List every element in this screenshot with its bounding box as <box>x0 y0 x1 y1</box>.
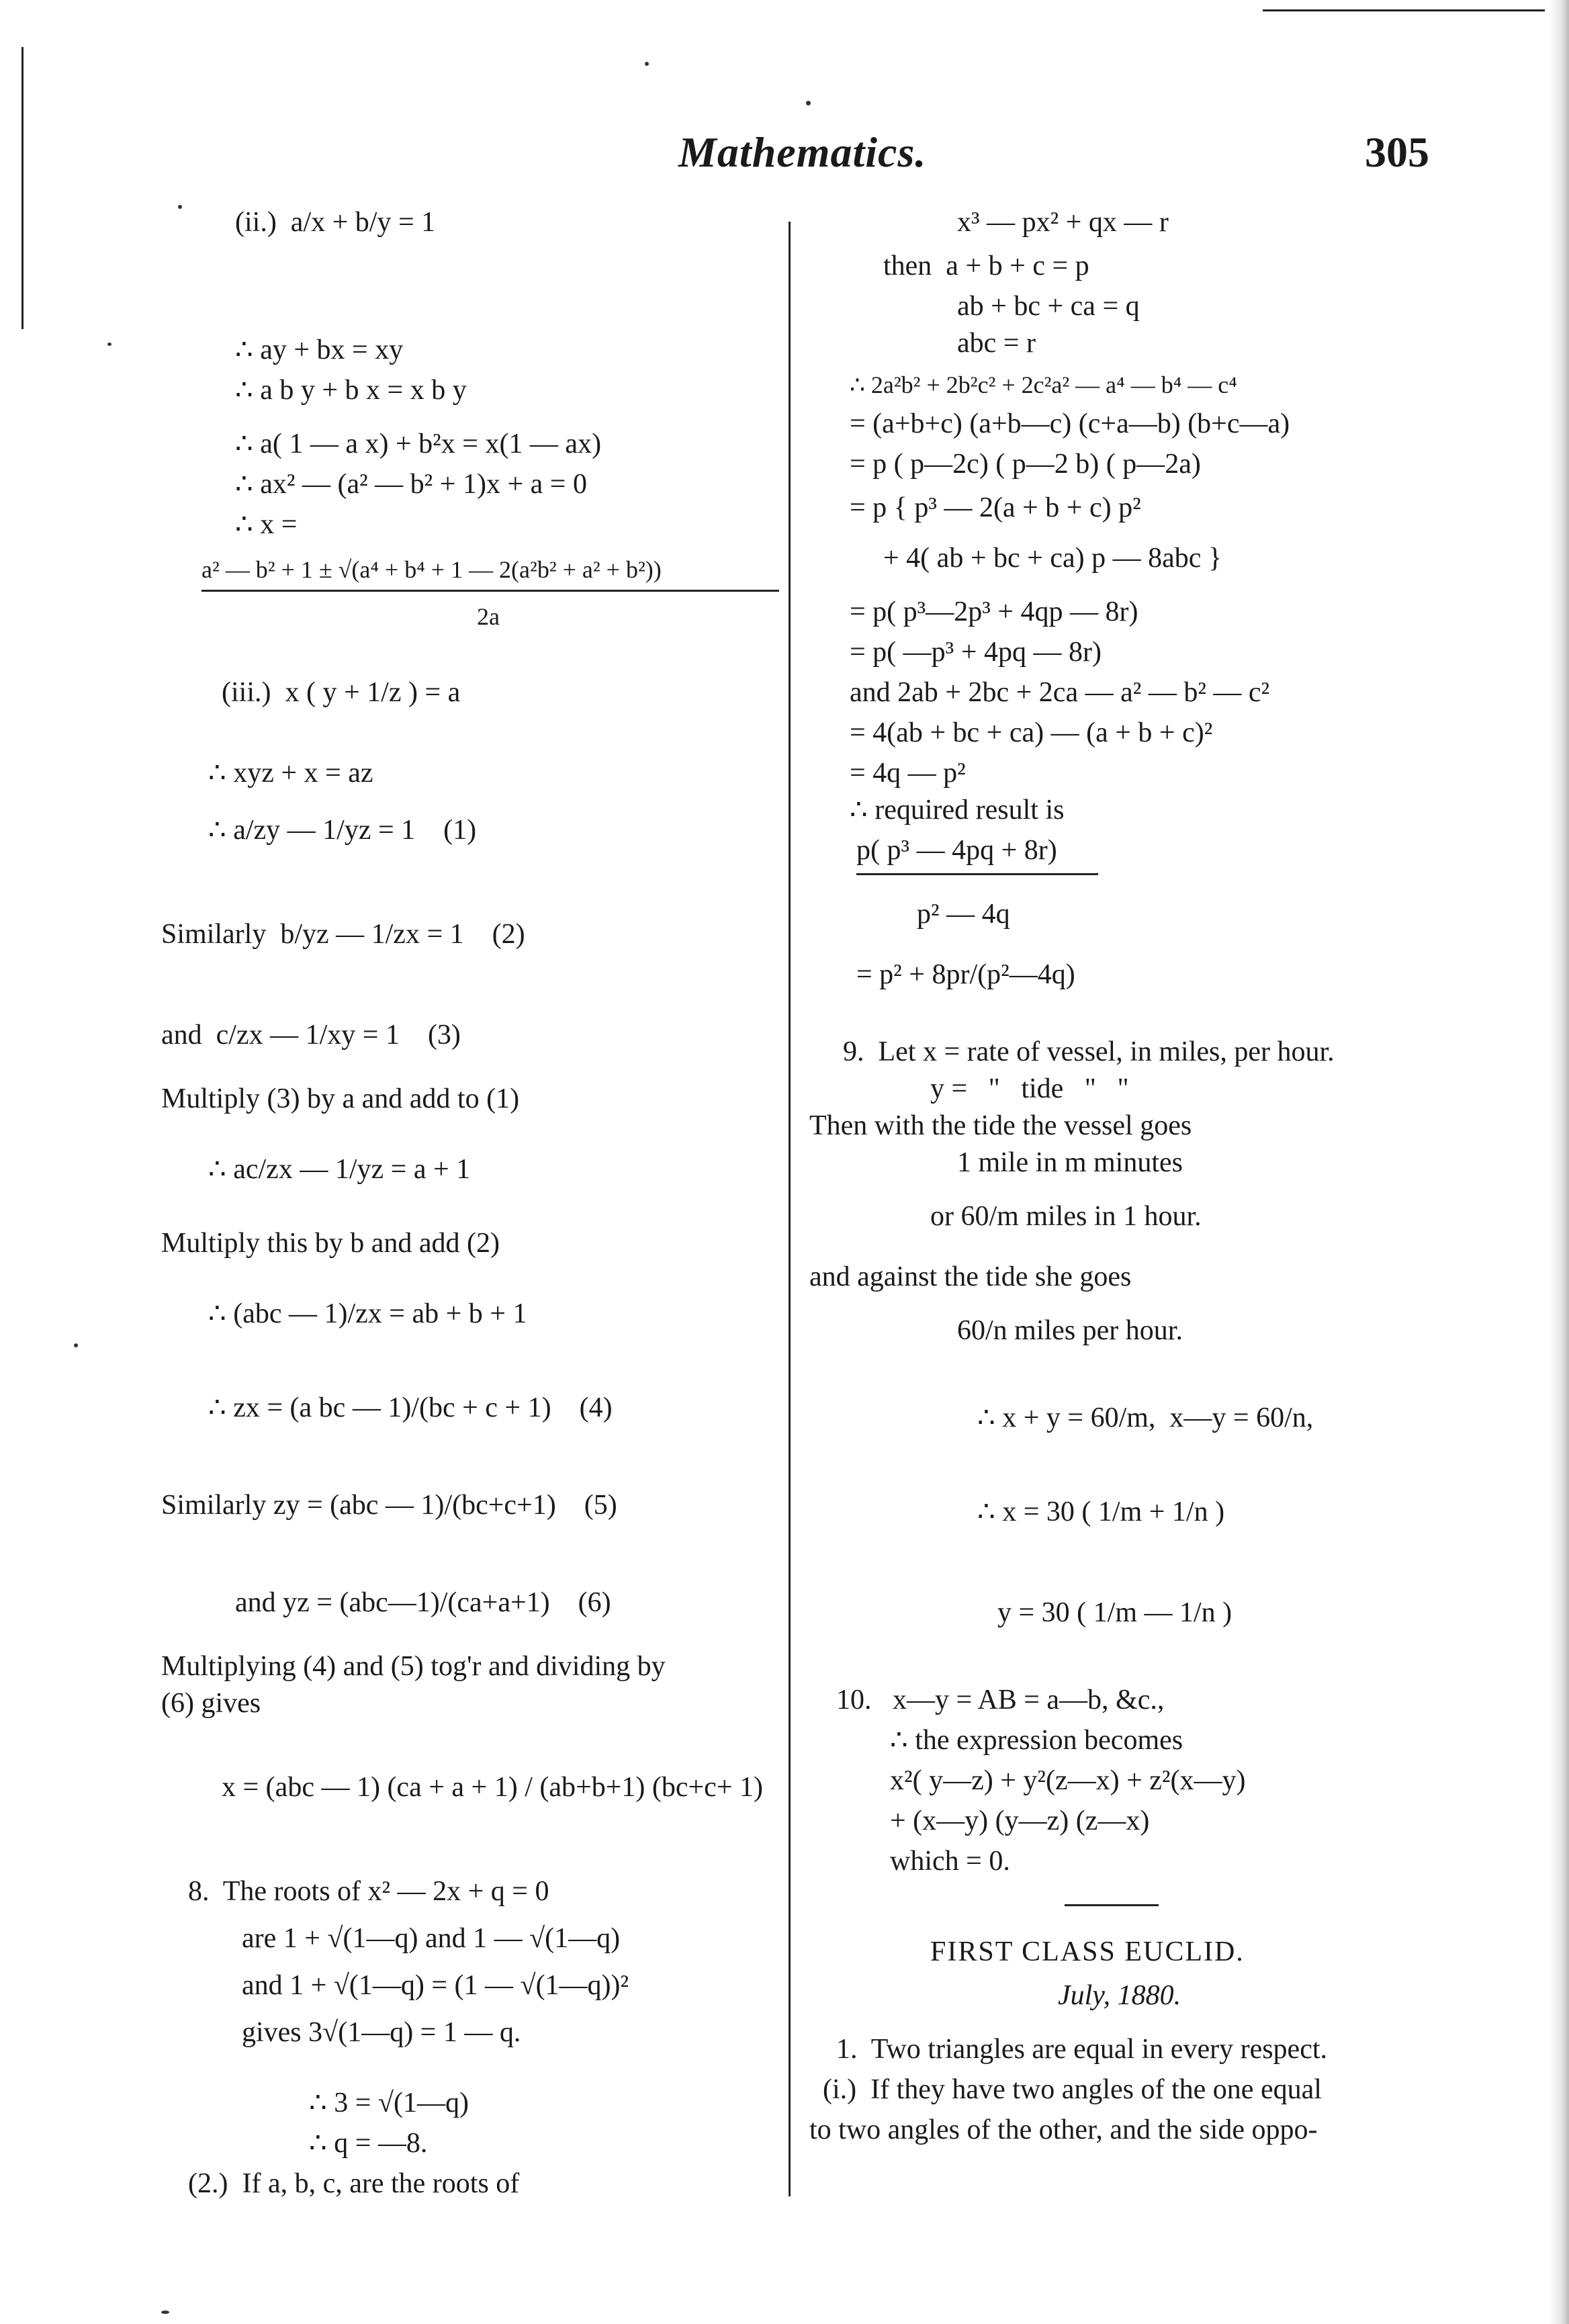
text-line: Multiply (3) by a and add to (1) <box>161 1083 520 1114</box>
text-line: = 4(ab + bc + ca) — (a + b + c)² <box>850 717 1213 748</box>
text-line: (ii.) a/x + b/y = 1 <box>235 207 436 238</box>
text-line: ∴ ay + bx = xy <box>235 334 404 365</box>
text-line: ∴ x = <box>235 509 298 540</box>
speck <box>806 101 811 105</box>
text-line: abc = r <box>957 328 1036 359</box>
text-line: = p( p³—2p³ + 4qp — 8r) <box>850 596 1138 627</box>
speck <box>107 343 111 346</box>
text-line: = p ( p—2c) ( p—2 b) ( p—2a) <box>850 449 1201 480</box>
text-line: or 60/m miles in 1 hour. <box>930 1201 1202 1232</box>
text-line: ∴ 2a²b² + 2b²c² + 2c²a² — a⁴ — b⁴ — c⁴ <box>850 371 1237 398</box>
text-line: ∴ the expression becomes <box>890 1725 1183 1756</box>
text-line: = p( —p³ + 4pq — 8r) <box>850 637 1102 668</box>
section-heading: FIRST CLASS EUCLID. <box>930 1936 1245 1967</box>
text-line: Similarly zy = (abc — 1)/(bc+c+1) (5) <box>161 1490 617 1521</box>
top-right-rule <box>1263 9 1545 11</box>
text-line: 9. Let x = rate of vessel, in miles, per hour. <box>843 1036 1335 1067</box>
fraction-bar <box>856 873 1098 875</box>
text-line: (2.) If a, b, c, are the roots of <box>188 2168 520 2199</box>
text-line: (iii.) x ( y + 1/z ) = a <box>222 677 461 708</box>
text-line: + (x—y) (y—z) (z—x) <box>890 1805 1150 1836</box>
page-number: 305 <box>1365 128 1429 176</box>
text-line: 60/n miles per hour. <box>957 1315 1183 1346</box>
column-divider <box>789 222 791 2196</box>
text-line: ∴ zx = (a bc — 1)/(bc + c + 1) (4) <box>208 1392 613 1423</box>
text-line: ∴ ac/zx — 1/yz = a + 1 <box>208 1154 471 1185</box>
text-line: ∴ a b y + b x = x b y <box>235 375 467 406</box>
section-rule <box>1065 1904 1159 1906</box>
text-line: ∴ x = 30 ( 1/m + 1/n ) <box>977 1496 1225 1527</box>
text-line: which = 0. <box>890 1846 1010 1877</box>
speck <box>645 62 649 66</box>
text-line: gives 3√(1—q) = 1 — q. <box>242 2017 521 2048</box>
text-line: ∴ q = —8. <box>309 2128 428 2159</box>
text-line: x = (abc — 1) (ca + a + 1) / (ab+b+1) (bc+c+ 1) <box>222 1772 763 1803</box>
text-line: = (a+b+c) (a+b—c) (c+a—b) (b+c—a) <box>850 408 1290 439</box>
text-line: Then with the tide the vessel goes <box>809 1110 1192 1141</box>
text-line: (i.) If they have two angles of the one equal <box>823 2074 1322 2105</box>
page-edge-shadow <box>1549 0 1569 2324</box>
text-line: 8. The roots of x² — 2x + q = 0 <box>188 1876 549 1907</box>
text-line: Multiplying (4) and (5) tog'r and dividing by <box>161 1651 666 1682</box>
text-line: (6) gives <box>161 1688 261 1719</box>
speck <box>161 2311 169 2314</box>
left-margin-rule <box>21 47 24 329</box>
text-line: then a + b + c = p <box>883 251 1089 281</box>
speck <box>74 1343 78 1347</box>
text-line: ∴ a( 1 — a x) + b²x = x(1 — ax) <box>235 429 602 459</box>
text-line: ∴ required result is <box>850 795 1065 825</box>
formula-denominator: p² — 4q <box>917 899 1010 930</box>
text-line: x²( y—z) + y²(z—x) + z²(x—y) <box>890 1765 1246 1796</box>
text-line: to two angles of the other, and the side oppo- <box>809 2114 1318 2145</box>
formula-numerator: a² — b² + 1 ± √(a⁴ + b⁴ + 1 — 2(a²b² + a² + b²)) <box>201 556 662 583</box>
text-line: = p² + 8pr/(p²—4q) <box>856 959 1075 990</box>
text-line: and yz = (abc—1)/(ca+a+1) (6) <box>235 1587 611 1618</box>
text-line: ∴ x + y = 60/m, x—y = 60/n, <box>977 1402 1314 1433</box>
text-line: ∴ a/zy — 1/yz = 1 (1) <box>208 815 477 846</box>
text-line: and c/zx — 1/xy = 1 (3) <box>161 1020 461 1051</box>
speck <box>178 205 182 209</box>
text-line: are 1 + √(1—q) and 1 — √(1—q) <box>242 1923 621 1954</box>
text-line: and 1 + √(1—q) = (1 — √(1—q))² <box>242 1970 629 2001</box>
fraction-bar <box>201 590 779 592</box>
text-line: y = 30 ( 1/m — 1/n ) <box>997 1597 1232 1628</box>
running-title: Mathematics. <box>678 128 927 176</box>
text-line: Multiply this by b and add (2) <box>161 1228 500 1259</box>
text-line: 10. x—y = AB = a—b, &c., <box>836 1685 1165 1715</box>
formula-numerator: p( p³ — 4pq + 8r) <box>856 835 1057 866</box>
text-line: = 4q — p² <box>850 758 966 789</box>
text-line: and against the tide she goes <box>809 1261 1132 1292</box>
formula-denominator: 2a <box>477 603 500 630</box>
text-line: Similarly b/yz — 1/zx = 1 (2) <box>161 919 525 950</box>
text-line: = p { p³ — 2(a + b + c) p² <box>850 492 1141 523</box>
text-line: ∴ xyz + x = az <box>208 758 373 789</box>
text-line: and 2ab + 2bc + 2ca — a² — b² — c² <box>850 677 1270 708</box>
text-line: ∴ 3 = √(1—q) <box>309 2088 469 2118</box>
text-line: + 4( ab + bc + ca) p — 8abc } <box>883 543 1222 574</box>
text-line: y = " tide " " <box>930 1073 1129 1104</box>
text-line: 1. Two triangles are equal in every respect. <box>836 2034 1328 2065</box>
text-line: 1 mile in m minutes <box>957 1147 1183 1178</box>
text-line: ∴ ax² — (a² — b² + 1)x + a = 0 <box>235 469 587 500</box>
section-date: July, 1880. <box>1058 1980 1181 2011</box>
text-line: ab + bc + ca = q <box>957 291 1140 322</box>
text-line: x³ — px² + qx — r <box>957 207 1169 238</box>
text-line: ∴ (abc — 1)/zx = ab + b + 1 <box>208 1298 527 1329</box>
